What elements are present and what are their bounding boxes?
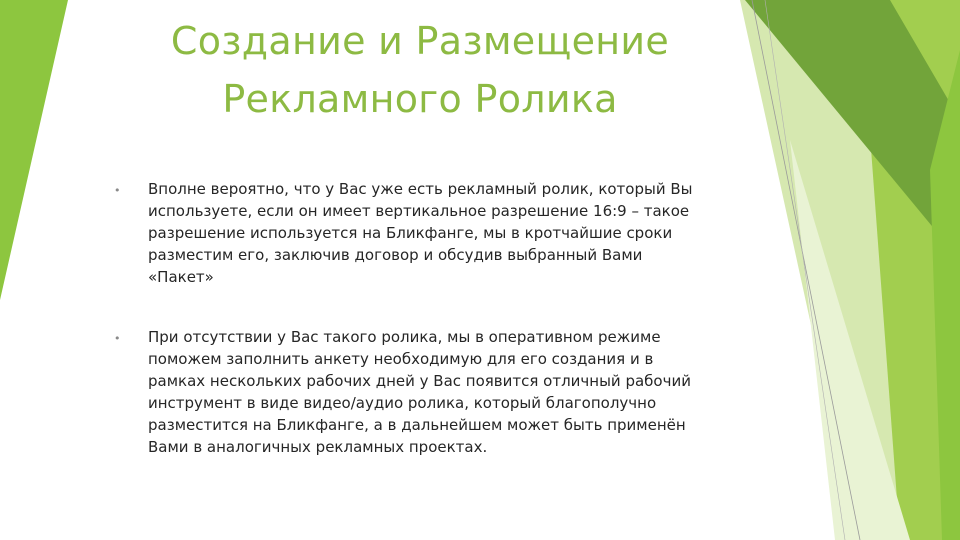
bullet-item-new-video	[110, 326, 740, 458]
slide-title-line-1: Создание и Размещение	[170, 19, 670, 63]
bullet-list	[110, 178, 740, 458]
left-green-triangle	[0, 0, 68, 300]
bullet-text-line: разместим его, заключив договор и обсудив выбранный Вами	[148, 246, 643, 264]
bullet-text-line: Вполне вероятно, что у Вас уже есть рекламный ролик, который Вы	[148, 180, 693, 198]
bullet-text-line: рамках нескольких рабочих дней у Вас появится отличный рабочий	[148, 372, 691, 390]
bullet-text-line: инструмент в виде видео/аудио ролика, который благополучно	[148, 394, 657, 412]
bullet-marker: •	[114, 332, 121, 345]
bullet-text-line: разрешение используется на Бликфанге, мы в кротчайшие сроки	[148, 224, 673, 242]
bullet-text-line: используете, если он имеет вертикальное разрешение 16:9 – такое	[148, 202, 690, 220]
bullet-text-line: разместится на Бликфанге, а в дальнейшем может быть применён	[148, 416, 686, 434]
slide-title	[120, 12, 720, 128]
bullet-marker: •	[114, 184, 121, 197]
bullet-text-line: Вами в аналогичных рекламных проектах.	[148, 438, 488, 456]
bullet-text-line: При отсутствии у Вас такого ролика, мы в оперативном режиме	[148, 328, 661, 346]
slide-title-line-2: Рекламного Ролика	[222, 77, 618, 121]
bullet-text-line: поможем заполнить анкету необходимую для его создания и в	[148, 350, 654, 368]
bullet-item-existing-video	[110, 178, 740, 288]
bullet-text-line: «Пакет»	[148, 268, 214, 286]
